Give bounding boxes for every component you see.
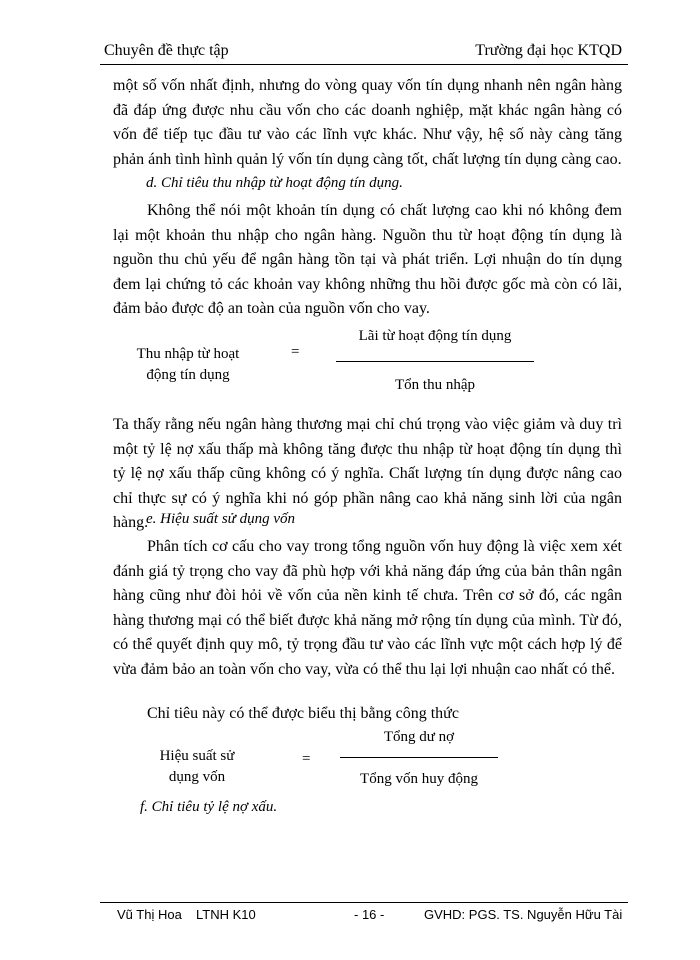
- formula-income-fraction-bar: [336, 361, 534, 362]
- formula-income-lhs-line1: Thu nhập từ hoạt: [136, 346, 240, 362]
- formula-income-equals: =: [291, 344, 300, 360]
- footer-class: LTNH K10: [196, 907, 256, 922]
- footer-page-number: - 16 -: [354, 907, 385, 922]
- paragraph-5: Chỉ tiêu này có thể được biểu thị bằng công thức: [147, 705, 459, 722]
- formula-capital-numerator: Tổng dư nợ: [383, 729, 455, 745]
- formula-capital-fraction-bar: [340, 757, 498, 758]
- formula-capital-equals: =: [302, 751, 311, 767]
- footer-advisor: GVHD: PGS. TS. Nguyễn Hữu Tài: [424, 907, 623, 922]
- formula-capital-lhs-line1: Hiệu suất sử: [159, 748, 235, 764]
- formula-capital-lhs: [140, 746, 254, 788]
- section-d-heading: d. Chỉ tiêu thu nhập từ hoạt động tín dụng.: [146, 175, 403, 191]
- header-divider: [100, 64, 628, 65]
- formula-income-numerator: Lãi từ hoạt động tín dụng: [358, 328, 512, 344]
- formula-capital-denominator: Tổng vốn huy động: [360, 771, 478, 787]
- paragraph-4: Phân tích cơ cấu cho vay trong tổng nguồn vốn huy động là việc xem xét đánh giá tỷ trọng cho vay đã phù hợp với khả năng đáp ứng của bản thân ngân hàng cũng như đòi hỏi về vốn của nền kinh tế chưa. Trên cơ sở đó, các ngân hàng thương mại có thể biết được khả năng mở rộng tín dụng của mình. Từ đó, có thể quyết định quy mô, tỷ trọng đầu tư vào các lĩnh vực một cách hợp lý để vừa đảm bảo an toàn vốn cho vay, vừa có thể thu lại lợi nhuận cao nhất có thể.: [113, 538, 622, 678]
- footer-divider: [100, 902, 628, 903]
- section-f-heading: f. Chỉ tiêu tỷ lệ nợ xấu.: [140, 799, 278, 815]
- section-e-heading: e. Hiệu suất sử dụng vốn: [146, 511, 295, 527]
- paragraph-3: Ta thấy rằng nếu ngân hàng thương mại chỉ chú trọng vào việc giảm và duy trì một tỷ lệ nợ xấu thấp mà không tăng được thu nhập từ hoạt động tín dụng thì tỷ lệ nợ xấu thấp cũng không có ý nghĩa. Chất lượng tín dụng được nâng cao chỉ thực sự có ý nghĩa khi nó góp phần nâng cao khả năng sinh lời của ngân hàng.: [113, 416, 622, 531]
- formula-income-lhs-line2: động tín dụng: [146, 367, 230, 383]
- formula-capital-lhs-line2: dụng vốn: [168, 769, 226, 785]
- paragraph-1: một số vốn nhất định, nhưng do vòng quay vốn tín dụng nhanh nên ngân hàng đã đáp ứng được nhu cầu vốn cho các doanh nghiệp, mặt khác ngân hàng có vốn để tiếp tục đầu tư vào các lĩnh vực khác. Như vậy, hệ số này càng tăng phản ánh tình hình quản lý vốn tín dụng càng tốt, chất lượng tín dụng càng cao.: [113, 77, 622, 168]
- paragraph-2: Không thể nói một khoản tín dụng có chất lượng cao khi nó không đem lại một khoản thu nhập cho ngân hàng. Nguồn thu từ hoạt động tín dụng là nguồn thu chủ yếu để ngân hàng tồn tại và phát triển. Lợi nhuận do tín dụng đem lại chứng tỏ các khoản vay không những thu hồi được gốc mà còn có lãi, đảm bảo được độ an toàn của nguồn vốn cho vay.: [113, 202, 622, 317]
- header-left-title: Chuyên đề thực tập: [104, 42, 229, 59]
- footer-author: Vũ Thị Hoa: [117, 907, 182, 922]
- formula-income-denominator: Tổn thu nhập: [395, 377, 475, 393]
- formula-income-lhs: [120, 344, 256, 386]
- header-right-title: Trường đại học KTQD: [475, 42, 622, 59]
